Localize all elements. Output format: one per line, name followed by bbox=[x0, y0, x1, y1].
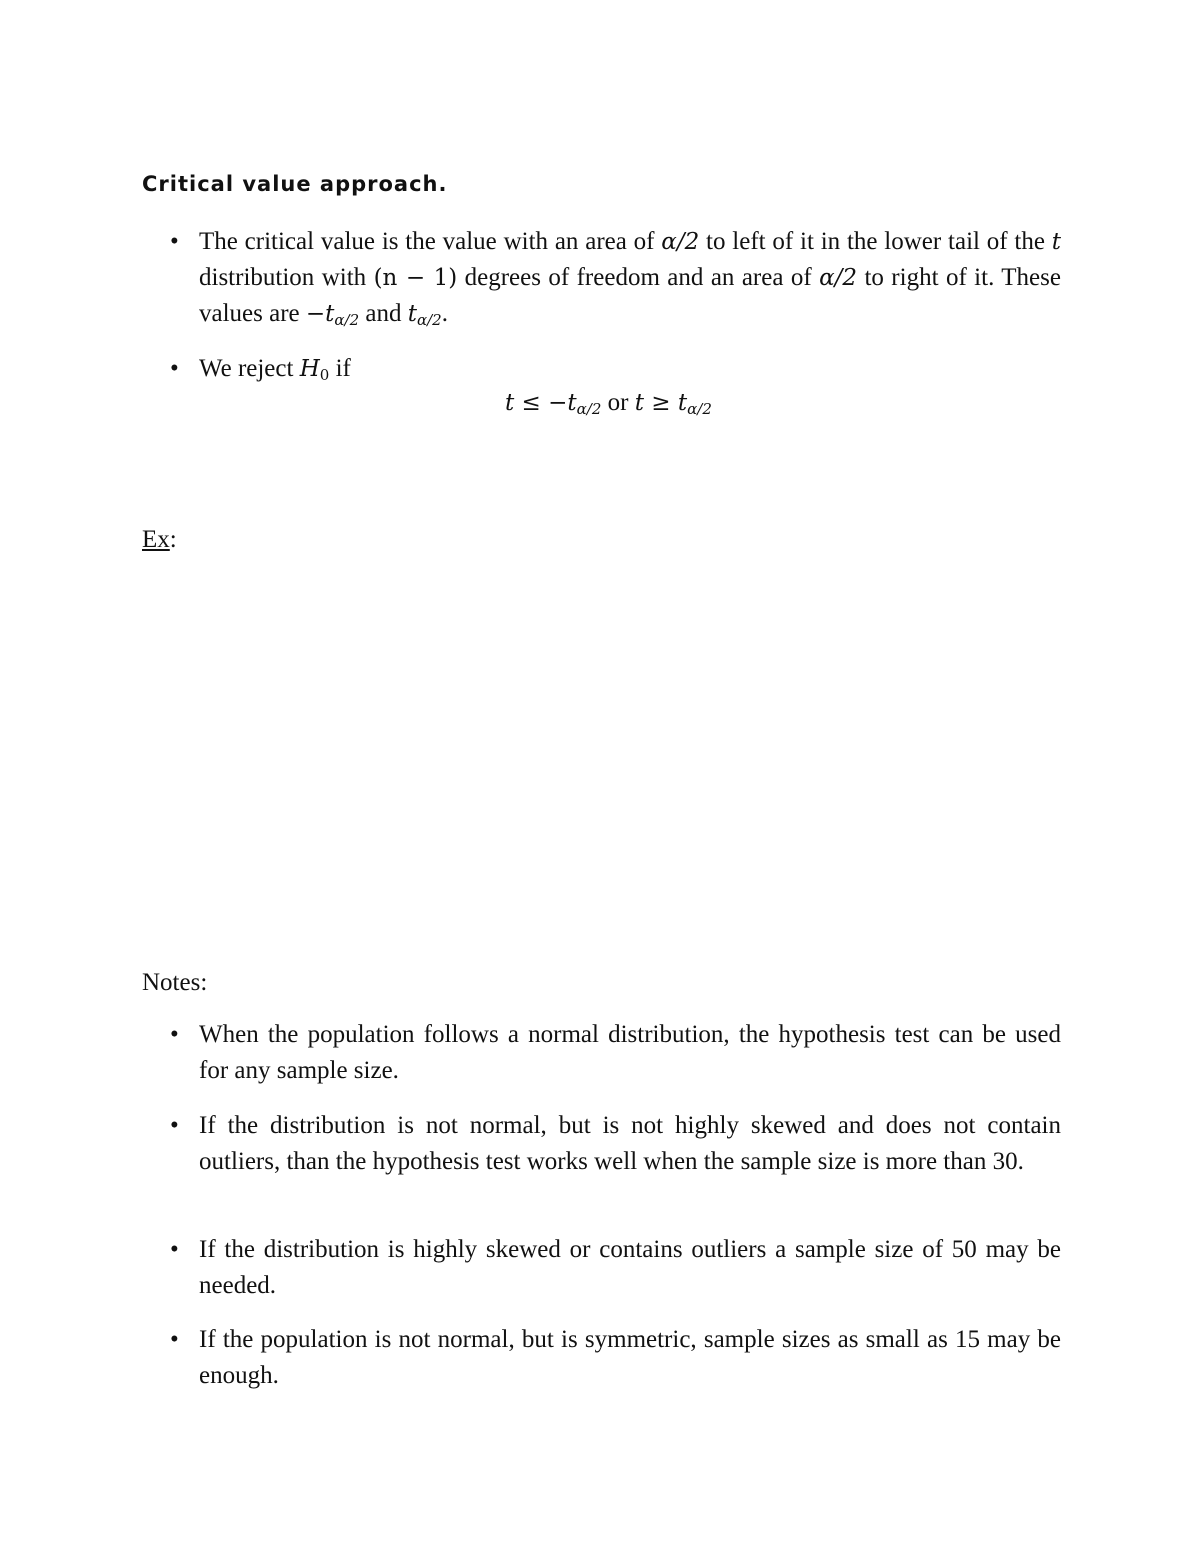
t-variable: t bbox=[1051, 229, 1062, 255]
bullet-marker: • bbox=[170, 355, 179, 382]
degrees-expression: (n − 1) bbox=[373, 265, 458, 291]
rejection-formula: $t \le -t_{\alpha/2}$ or $t \ge t_{\alpha/2}$ bbox=[505, 389, 712, 418]
bullet-marker: • bbox=[170, 1326, 179, 1353]
bullet-marker: • bbox=[170, 1236, 179, 1263]
bullet-marker: • bbox=[170, 1021, 179, 1048]
bullet-marker: • bbox=[170, 228, 179, 255]
critical-value-definition: The critical value is the value with an area of α/2 to left of it in the lower tail of the t distribution with (n − 1) degrees of freedom and an area of α/2 to right of it. These values are $-t_{\alpha/2}$ and $t_{\alpha/2}$. bbox=[199, 228, 1062, 329]
pos-t-critical: t bbox=[407, 301, 417, 327]
neg-t-critical: −t bbox=[305, 301, 335, 327]
h-null: H bbox=[299, 356, 320, 382]
alpha-half: α/2 bbox=[661, 229, 700, 255]
notes-label: Notes: bbox=[142, 969, 208, 996]
note-item: If the distribution is not normal, but is not highly skewed and does not contain outliers, than the hypothesis test works well when the sample size is more than 30. bbox=[199, 1112, 1061, 1175]
rejection-rule: We reject $H_0$ if bbox=[199, 355, 351, 384]
section-heading: Critical value approach. bbox=[142, 172, 448, 196]
note-item: If the population is not normal, but is symmetric, sample sizes as small as 15 may be enough. bbox=[199, 1326, 1061, 1389]
note-item: If the distribution is highly skewed or contains outliers a sample size of 50 may be needed. bbox=[199, 1236, 1061, 1299]
alpha-half: α/2 bbox=[819, 265, 858, 291]
note-item: When the population follows a normal distribution, the hypothesis test can be used for any sample size. bbox=[199, 1021, 1061, 1084]
bullet-marker: • bbox=[170, 1112, 179, 1139]
example-label: Ex: bbox=[142, 526, 177, 553]
